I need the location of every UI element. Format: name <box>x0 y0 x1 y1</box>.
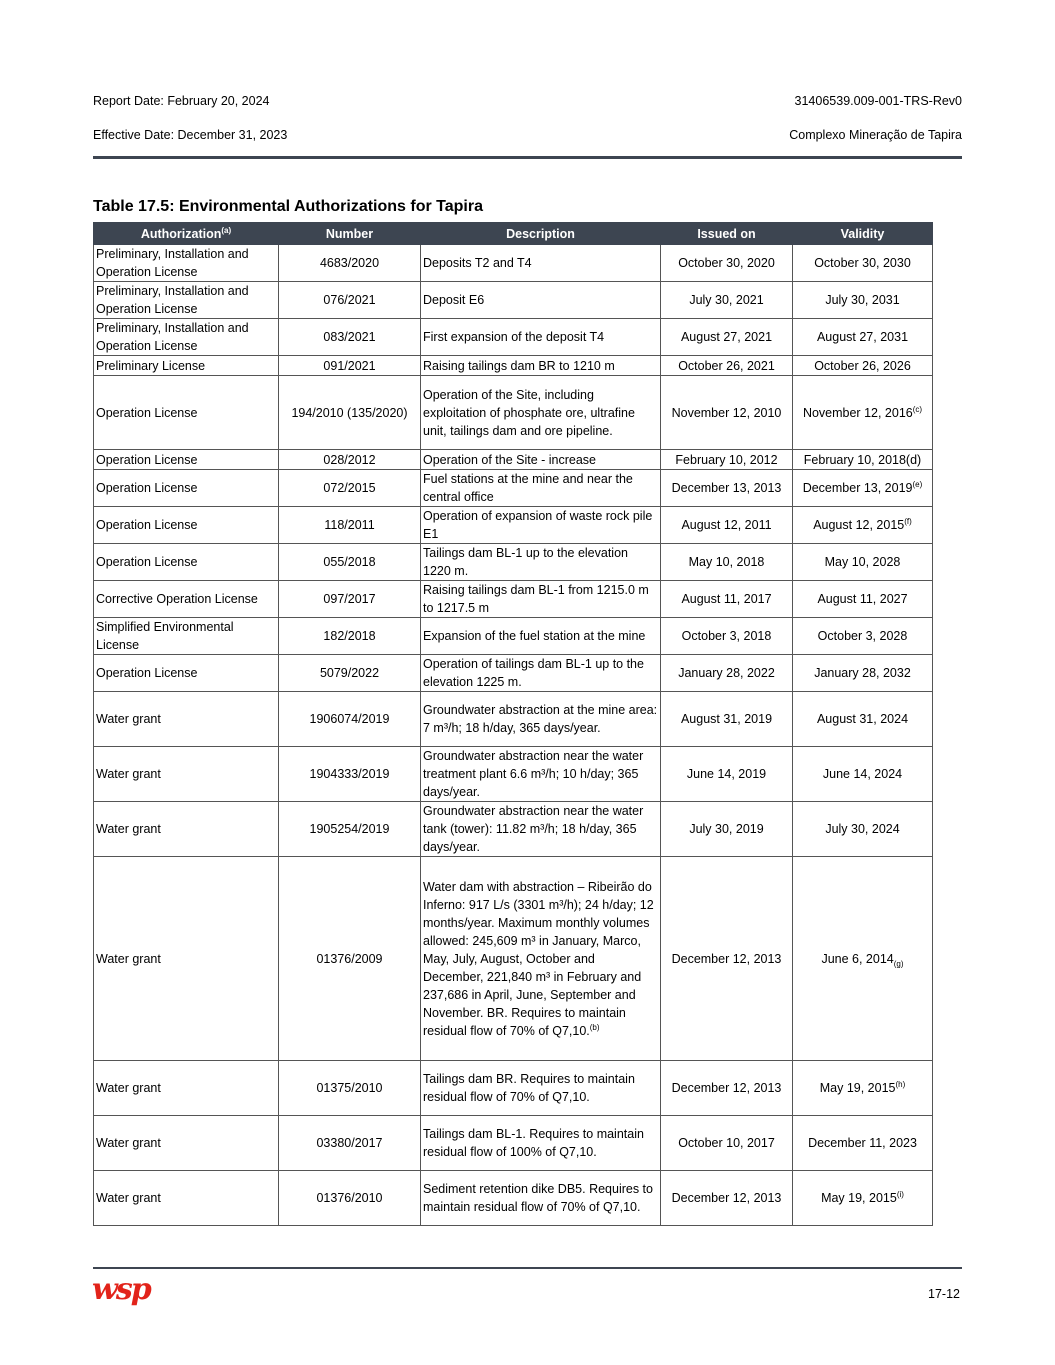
cell-validity: May 19, 2015$^{(h)}$ <box>793 1061 933 1116</box>
cell-number: 01376/2010 <box>279 1171 421 1226</box>
cell-issued: August 31, 2019 <box>661 692 793 747</box>
cell-authorization: Water grant <box>94 692 279 747</box>
cell-issued: October 10, 2017 <box>661 1116 793 1171</box>
cell-number: 03380/2017 <box>279 1116 421 1171</box>
table-title: Table 17.5: Environmental Authorizations for Tapira <box>93 198 483 215</box>
cell-issued: August 11, 2017 <box>661 581 793 618</box>
cell-description: Operation of the Site, including exploitation of phosphate ore, ultrafine unit, tailings dam and ore pipeline. <box>421 376 661 450</box>
table-row <box>94 1061 933 1116</box>
cell-validity: December 13, 2019$^{(e)}$ <box>793 470 933 507</box>
cell-number: 072/2015 <box>279 470 421 507</box>
cell-authorization: Preliminary License <box>94 356 279 376</box>
cell-number: 1906074/2019 <box>279 692 421 747</box>
cell-number: 182/2018 <box>279 618 421 655</box>
cell-authorization: Water grant <box>94 1171 279 1226</box>
cell-description: Operation of expansion of waste rock pile E1 <box>421 507 661 544</box>
effective-date: Effective Date: December 31, 2023 <box>93 128 288 142</box>
project-name: Complexo Mineração de Tapira <box>789 128 962 142</box>
footer-divider <box>93 1267 962 1269</box>
cell-authorization: Corrective Operation License <box>94 581 279 618</box>
cell-number: 118/2011 <box>279 507 421 544</box>
column-header-validity: Validity <box>793 223 933 245</box>
cell-description: Water dam with abstraction – Ribeirão do Inferno: 917 L/s (3301 m³/h); 24 h/day; 12 months/year. Maximum monthly volumes allowed: 245,609 m³ in January, Marco, May, July, August, October and December, 221,840 m³ in February and 237,686 in April, June, September and November. BR. Requires to maintain residual flow of 70% of Q7,10.$^{(b)}$ <box>421 857 661 1061</box>
cell-description: Raising tailings dam BL-1 from 1215.0 m to 1217.5 m <box>421 581 661 618</box>
table-row <box>94 618 933 655</box>
cell-validity: February 10, 2018(d) <box>793 450 933 470</box>
table-row <box>94 470 933 507</box>
cell-validity: June 6, $2014_{(g)}$ <box>793 857 933 1061</box>
cell-authorization: Water grant <box>94 747 279 802</box>
cell-number: 1905254/2019 <box>279 802 421 857</box>
table-row <box>94 282 933 319</box>
cell-validity: October 26, 2026 <box>793 356 933 376</box>
cell-description: Groundwater abstraction near the water tank (tower): 11.82 m³/h; 18 h/day, 365 days/year. <box>421 802 661 857</box>
cell-description: Tailings dam BL-1. Requires to maintain residual flow of 100% of Q7,10. <box>421 1116 661 1171</box>
cell-description: Tailings dam BR. Requires to maintain residual flow of 70% of Q7,10. <box>421 1061 661 1116</box>
cell-number: 097/2017 <box>279 581 421 618</box>
cell-authorization: Operation License <box>94 376 279 450</box>
cell-issued: October 26, 2021 <box>661 356 793 376</box>
column-header-description: Description <box>421 223 661 245</box>
cell-issued: December 13, 2013 <box>661 470 793 507</box>
report-date: Report Date: February 20, 2024 <box>93 94 270 108</box>
cell-number: 01375/2010 <box>279 1061 421 1116</box>
table-row <box>94 857 933 1061</box>
cell-authorization: Water grant <box>94 802 279 857</box>
table-row <box>94 507 933 544</box>
cell-authorization: Water grant <box>94 1116 279 1171</box>
document-number: 31406539.009-001-TRS-Rev0 <box>794 94 962 108</box>
cell-validity: July 30, 2024 <box>793 802 933 857</box>
table-row <box>94 245 933 282</box>
column-header-authorization: Authorization$^{(a)}$ <box>94 223 279 245</box>
column-header-number: Number <box>279 223 421 245</box>
table-row <box>94 1171 933 1226</box>
cell-description: Operation of tailings dam BL-1 up to the elevation 1225 m. <box>421 655 661 692</box>
table-row <box>94 1116 933 1171</box>
cell-issued: November 12, 2010 <box>661 376 793 450</box>
cell-authorization: Operation License <box>94 450 279 470</box>
cell-description: Tailings dam BL-1 up to the elevation 1220 m. <box>421 544 661 581</box>
cell-description: Sediment retention dike DB5. Requires to maintain residual flow of 70% of Q7,10. <box>421 1171 661 1226</box>
cell-authorization: Water grant <box>94 857 279 1061</box>
cell-issued: June 14, 2019 <box>661 747 793 802</box>
cell-description: Deposits T2 and T4 <box>421 245 661 282</box>
cell-number: 028/2012 <box>279 450 421 470</box>
authorizations-table <box>93 222 933 1226</box>
cell-description: Groundwater abstraction at the mine area: 7 m³/h; 18 h/day, 365 days/year. <box>421 692 661 747</box>
cell-description: Deposit E6 <box>421 282 661 319</box>
cell-issued: May 10, 2018 <box>661 544 793 581</box>
column-header-issued-on: Issued on <box>661 223 793 245</box>
cell-description: Groundwater abstraction near the water treatment plant 6.6 m³/h; 10 h/day; 365 days/year. <box>421 747 661 802</box>
cell-description: Fuel stations at the mine and near the central office <box>421 470 661 507</box>
cell-validity: May 19, 2015$^{(i)}$ <box>793 1171 933 1226</box>
cell-validity: July 30, 2031 <box>793 282 933 319</box>
table-row <box>94 655 933 692</box>
cell-authorization: Operation License <box>94 544 279 581</box>
cell-issued: October 30, 2020 <box>661 245 793 282</box>
cell-number: 4683/2020 <box>279 245 421 282</box>
table-header-row <box>94 223 933 245</box>
table-row <box>94 450 933 470</box>
table-row <box>94 692 933 747</box>
cell-issued: August 12, 2011 <box>661 507 793 544</box>
table-row <box>94 581 933 618</box>
page-number: 17-12 <box>928 1287 960 1301</box>
cell-issued: December 12, 2013 <box>661 1061 793 1116</box>
cell-issued: October 3, 2018 <box>661 618 793 655</box>
cell-validity: August 31, 2024 <box>793 692 933 747</box>
header-divider <box>93 156 962 159</box>
cell-description: Expansion of the fuel station at the mine <box>421 618 661 655</box>
cell-validity: June 14, 2024 <box>793 747 933 802</box>
table-row <box>94 544 933 581</box>
cell-issued: February 10, 2012 <box>661 450 793 470</box>
cell-validity: October 30, 2030 <box>793 245 933 282</box>
cell-validity: December 11, 2023 <box>793 1116 933 1171</box>
cell-authorization: Operation License <box>94 507 279 544</box>
table-row <box>94 356 933 376</box>
cell-description: Raising tailings dam BR to 1210 m <box>421 356 661 376</box>
cell-authorization: Preliminary, Installation and Operation License <box>94 282 279 319</box>
cell-number: 055/2018 <box>279 544 421 581</box>
cell-issued: July 30, 2021 <box>661 282 793 319</box>
table-row <box>94 802 933 857</box>
cell-number: 1904333/2019 <box>279 747 421 802</box>
cell-description: Operation of the Site - increase <box>421 450 661 470</box>
cell-validity: January 28, 2032 <box>793 655 933 692</box>
cell-number: 076/2021 <box>279 282 421 319</box>
cell-issued: August 27, 2021 <box>661 319 793 356</box>
cell-issued: December 12, 2013 <box>661 1171 793 1226</box>
wsp-logo: wsp <box>92 1272 150 1307</box>
cell-number: 091/2021 <box>279 356 421 376</box>
cell-description: First expansion of the deposit T4 <box>421 319 661 356</box>
cell-authorization: Preliminary, Installation and Operation License <box>94 245 279 282</box>
cell-issued: July 30, 2019 <box>661 802 793 857</box>
cell-authorization: Water grant <box>94 1061 279 1116</box>
cell-number: 01376/2009 <box>279 857 421 1061</box>
cell-number: 5079/2022 <box>279 655 421 692</box>
cell-authorization: Operation License <box>94 655 279 692</box>
table-row <box>94 319 933 356</box>
cell-number: 083/2021 <box>279 319 421 356</box>
cell-authorization: Operation License <box>94 470 279 507</box>
cell-validity: November 12, 2016$^{(c)}$ <box>793 376 933 450</box>
cell-authorization: Preliminary, Installation and Operation License <box>94 319 279 356</box>
table-row <box>94 376 933 450</box>
cell-validity: October 3, 2028 <box>793 618 933 655</box>
cell-validity: August 11, 2027 <box>793 581 933 618</box>
cell-validity: May 10, 2028 <box>793 544 933 581</box>
cell-validity: August 12, 2015$^{(f)}$ <box>793 507 933 544</box>
cell-authorization: Simplified Environmental License <box>94 618 279 655</box>
cell-issued: December 12, 2013 <box>661 857 793 1061</box>
table-row <box>94 747 933 802</box>
cell-validity: August 27, 2031 <box>793 319 933 356</box>
cell-issued: January 28, 2022 <box>661 655 793 692</box>
cell-number: 194/2010 (135/2020) <box>279 376 421 450</box>
